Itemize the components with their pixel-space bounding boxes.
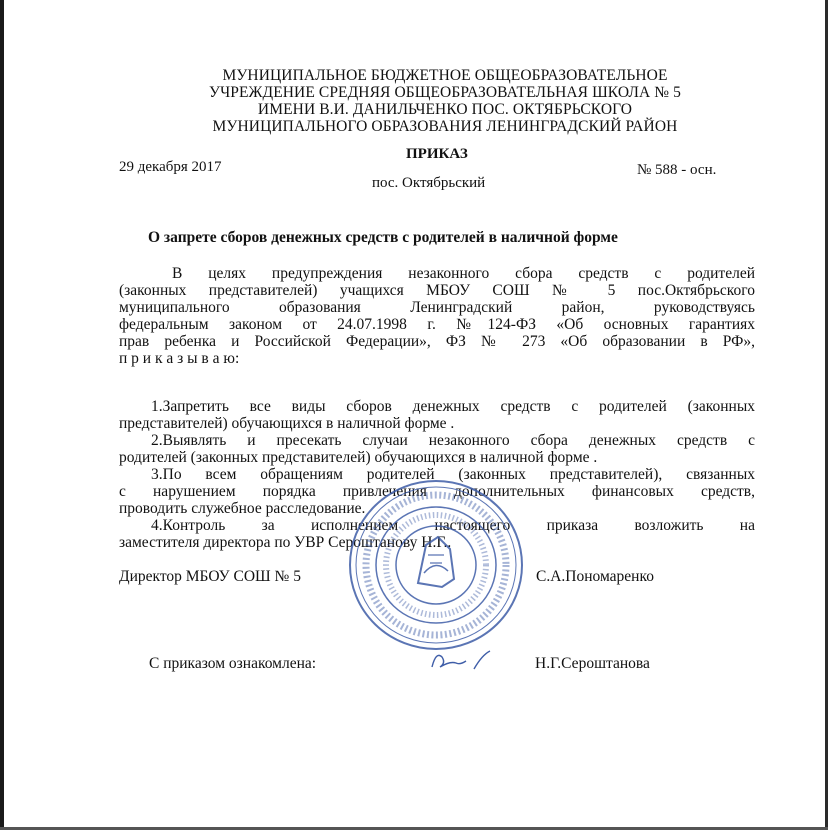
acknowledgement-label: С приказом ознакомлена:: [149, 655, 317, 672]
order-item-line: с нарушением порядка привлечения дополнительных финансовых средств,: [119, 483, 755, 500]
preamble-line: прав ребенка и Российской Федерации», ФЗ № 273 «Об образовании в РФ»,: [119, 333, 755, 350]
order-number: № 588 - осн.: [637, 162, 717, 178]
institution-header: [120, 67, 770, 135]
order-subject: О запрете сборов денежных средств с родителей в наличной форме: [148, 229, 618, 246]
order-item-line: заместителя директора по УВР Сероштанову Н.Г..: [119, 534, 452, 551]
order-item-line: представителей) обучающихся в наличной форме .: [119, 415, 455, 432]
director-name: С.А.Пономаренко: [536, 568, 654, 585]
order-date: 29 декабря 2017: [119, 159, 222, 175]
scan-edge-left: [0, 0, 4, 830]
official-seal-stamp: [346, 475, 526, 655]
header-line: УЧРЕЖДЕНИЕ СРЕДНЯЯ ОБЩЕОБРАЗОВАТЕЛЬНАЯ ШКОЛА № 5: [209, 84, 681, 101]
order-item-line: 4.Контроль за исполнением настоящего приказа возложить на: [151, 517, 755, 534]
order-item-line: 1.Запретить все виды сборов денежных средств с родителей (законных: [151, 398, 755, 415]
order-item-line: 3.По всем обращениям родителей (законных представителей), связанных: [151, 466, 755, 483]
preamble-line: (законных представителей) учащихся МБОУ СОШ № 5 пос.Октябрьского: [119, 282, 755, 299]
handwritten-signature: [428, 647, 498, 673]
preamble-line: В целях предупреждения незаконного сбора средств с родителей: [172, 265, 755, 282]
header-line: МУНИЦИПАЛЬНОЕ БЮДЖЕТНОЕ ОБЩЕОБРАЗОВАТЕЛЬНОЕ: [222, 67, 668, 84]
preamble-line: муниципального образования Ленинградский район, руководствуясь: [119, 299, 755, 316]
order-place: пос. Октябрьский: [372, 175, 486, 191]
order-item-line: родителей (законных представителей) обучающихся в наличной форме .: [119, 449, 598, 466]
order-item-line: проводить служебное расследование.: [119, 500, 366, 517]
document-title: ПРИКАЗ: [406, 146, 468, 162]
director-label: Директор МБОУ СОШ № 5: [119, 568, 301, 585]
preamble-line: федеральным законом от 24.07.1998 г. №124-ФЗ «Об основных гарантиях: [119, 316, 755, 333]
order-item-line: 2.Выявлять и пресекать случаи незаконного сбора денежных средств с: [151, 432, 755, 449]
header-line: МУНИЦИПАЛЬНОГО ОБРАЗОВАНИЯ ЛЕНИНГРАДСКИЙ РАЙОН: [212, 118, 678, 135]
acknowledgement-name: Н.Г.Сероштанова: [535, 655, 650, 672]
preamble-line: п р и к а з ы в а ю:: [119, 350, 240, 367]
header-line: ИМЕНИ В.И. ДАНИЛЬЧЕНКО ПОС. ОКТЯБРЬСКОГО: [257, 101, 633, 118]
